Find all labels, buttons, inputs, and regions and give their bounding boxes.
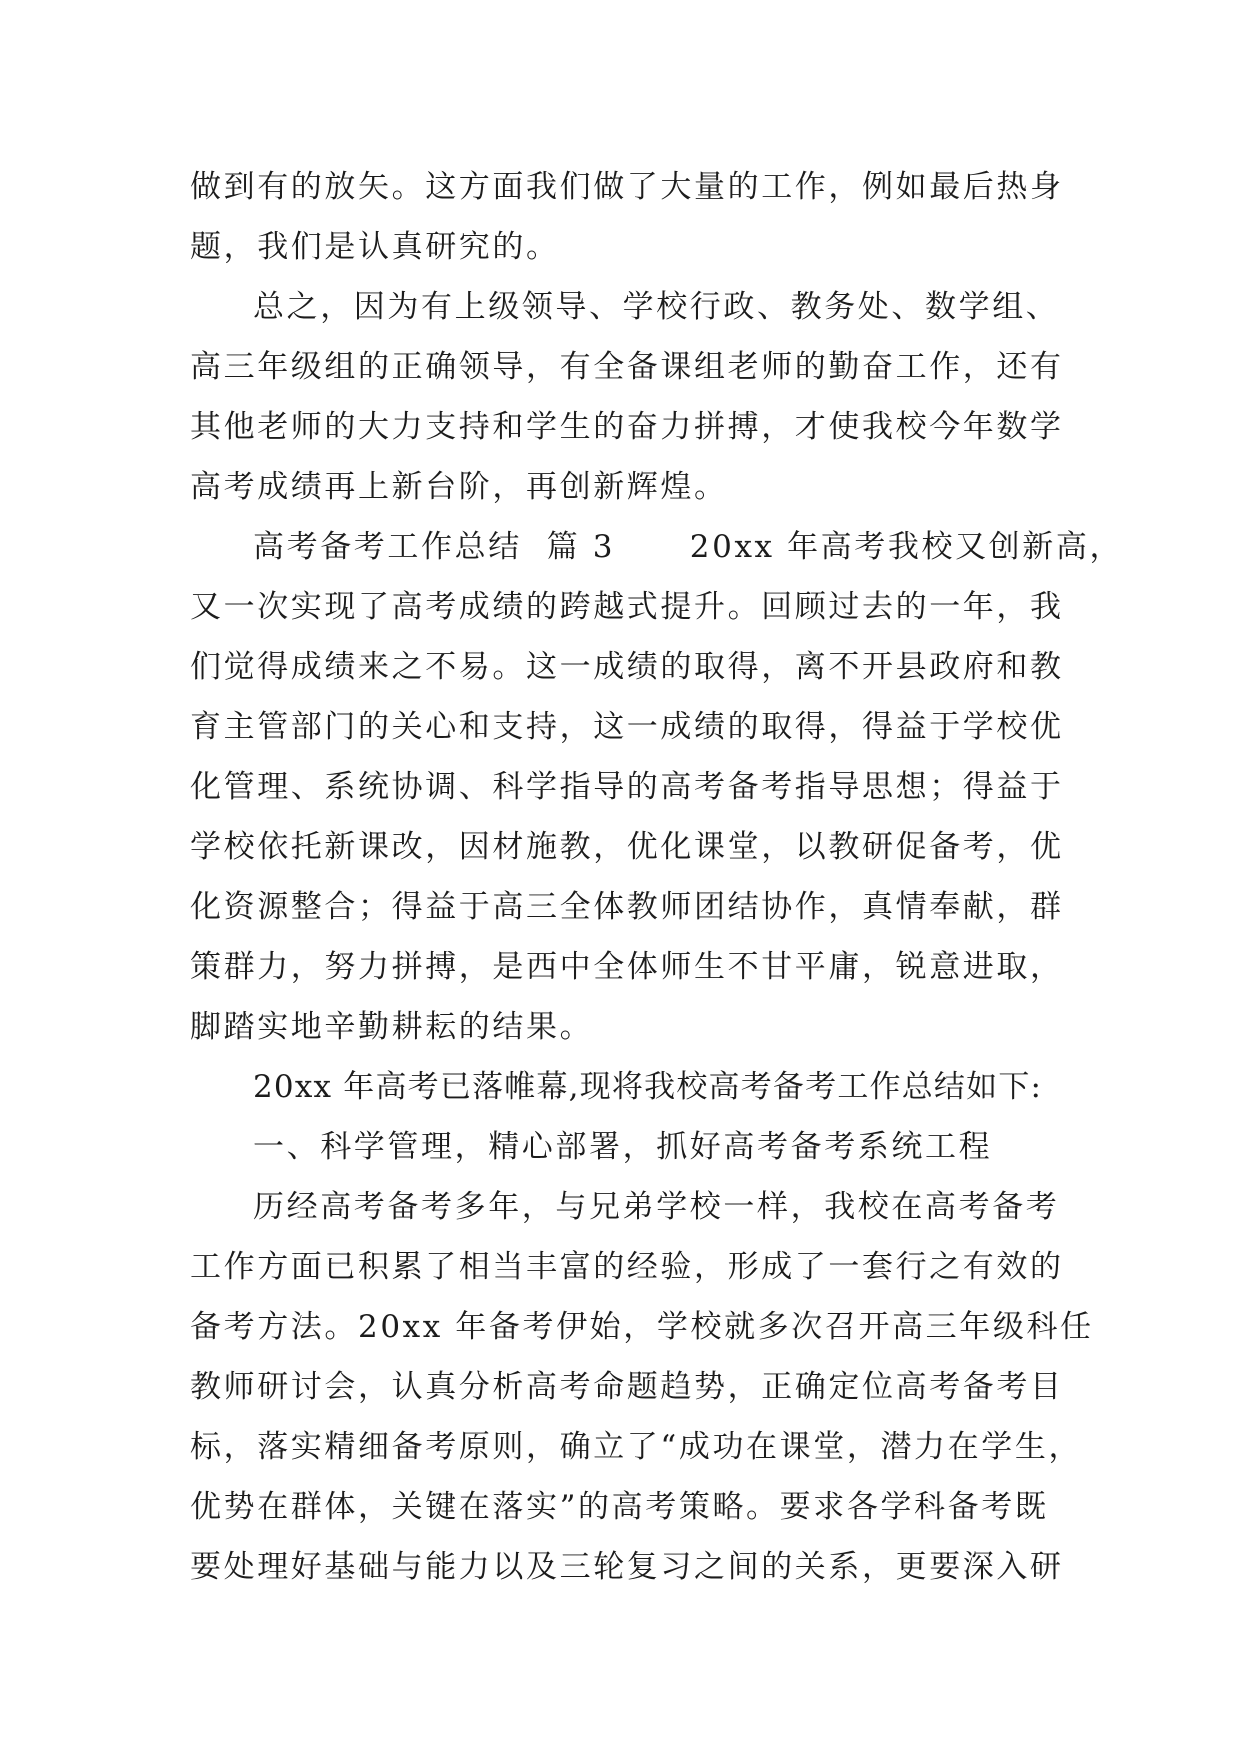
text-line: 们觉得成绩来之不易。这一成绩的取得，离不开县政府和教 bbox=[190, 649, 1064, 685]
text-line: 教师研讨会，认真分析高考命题趋势，正确定位高考备考目 bbox=[190, 1369, 1064, 1405]
text-line: 化管理、系统协调、科学指导的高考备考指导思想；得益于 bbox=[190, 769, 1064, 805]
text-line: 脚踏实地辛勤耕耘的结果。 bbox=[190, 1009, 594, 1045]
text-line: 题，我们是认真研究的。 bbox=[190, 229, 560, 265]
paragraph-start-line: 历经高考备考多年，与兄弟学校一样，我校在高考备考 bbox=[253, 1189, 1060, 1225]
text-line: 化资源整合；得益于高三全体教师团结协作，真情奉献，群 bbox=[190, 889, 1064, 925]
paragraph-start-line: 总之，因为有上级领导、学校行政、教务处、数学组、 bbox=[253, 289, 1060, 325]
text-line: 工作方面已积累了相当丰富的经验，形成了一套行之有效的 bbox=[190, 1249, 1064, 1285]
text-line: 备考方法。20xx 年备考伊始，学校就多次召开高三年级科任 bbox=[190, 1309, 1094, 1345]
subheading-line: 一、科学管理，精心部署，抓好高考备考系统工程 bbox=[253, 1129, 993, 1165]
text-line: 其他老师的大力支持和学生的奋力拼搏，才使我校今年数学 bbox=[190, 409, 1064, 445]
paragraph-start-line: 20xx 年高考已落帷幕,现将我校高考备考工作总结如下: bbox=[253, 1069, 1043, 1105]
text-line: 高考成绩再上新台阶，再创新辉煌。 bbox=[190, 469, 728, 505]
text-line: 高三年级组的正确领导，有全备课组老师的勤奋工作，还有 bbox=[190, 349, 1064, 385]
text-line: 标，落实精细备考原则，确立了“成功在课堂，潜力在学生， bbox=[190, 1429, 1083, 1465]
text-line: 又一次实现了高考成绩的跨越式提升。回顾过去的一年，我 bbox=[190, 589, 1064, 625]
text-line: 优势在群体，关键在落实”的高考策略。要求各学科备考既 bbox=[190, 1489, 1049, 1525]
document-body bbox=[190, 157, 1124, 1597]
text-line: 要处理好基础与能力以及三轮复习之间的关系，更要深入研 bbox=[190, 1549, 1064, 1585]
section-heading-line: 高考备考工作总结 篇 3 20xx 年高考我校又创新高， bbox=[253, 529, 1124, 565]
text-line: 做到有的放矢。这方面我们做了大量的工作，例如最后热身 bbox=[190, 169, 1064, 205]
text-line: 策群力，努力拼搏，是西中全体师生不甘平庸，锐意进取， bbox=[190, 949, 1064, 985]
text-line: 学校依托新课改，因材施教，优化课堂，以教研促备考，优 bbox=[190, 829, 1064, 865]
text-line: 育主管部门的关心和支持，这一成绩的取得，得益于学校优 bbox=[190, 709, 1064, 745]
